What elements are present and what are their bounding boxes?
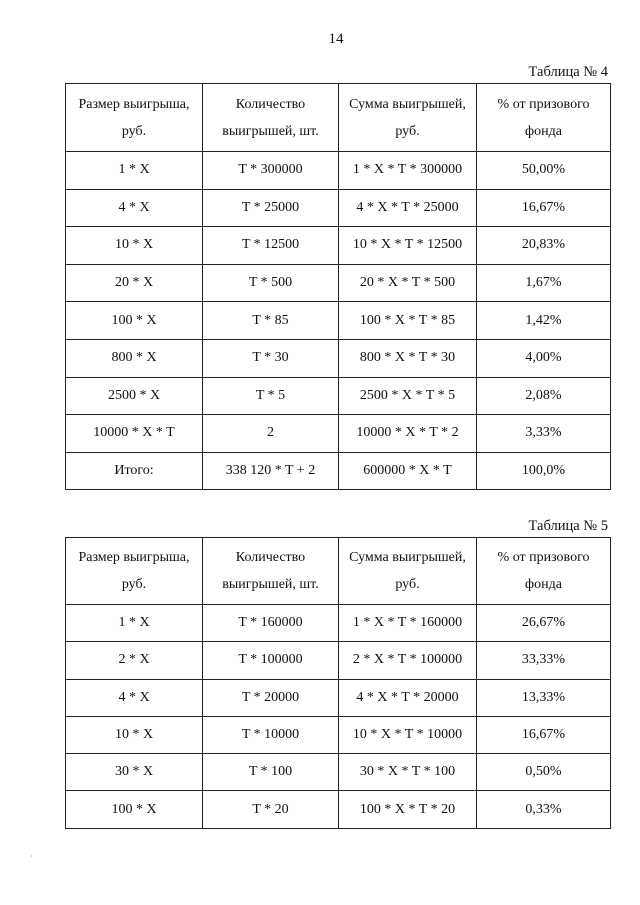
cell-fund-percent: 50,00% bbox=[477, 152, 611, 190]
cell-prize-count: T * 10000 bbox=[203, 716, 339, 753]
cell-prize-sum: 10 * X * T * 12500 bbox=[339, 227, 477, 265]
table-row bbox=[66, 791, 611, 828]
table-header-row bbox=[66, 84, 611, 152]
cell-prize-count: T * 160000 bbox=[203, 605, 339, 642]
cell-prize-sum: 30 * X * T * 100 bbox=[339, 754, 477, 791]
cell-prize-count: T * 85 bbox=[203, 302, 339, 340]
cell-prize-count: T * 12500 bbox=[203, 227, 339, 265]
cell-prize-size: 2 * X bbox=[66, 642, 203, 679]
column-header-prize-count bbox=[203, 84, 339, 152]
table-row bbox=[66, 377, 611, 415]
column-header-prize-sum bbox=[339, 84, 477, 152]
table-5-caption: Таблица № 5 bbox=[528, 518, 608, 534]
table-row bbox=[66, 189, 611, 227]
column-header-line: руб. bbox=[121, 577, 147, 592]
table-4-caption: Таблица № 4 bbox=[528, 64, 608, 80]
table-row bbox=[66, 452, 611, 490]
cell-prize-sum: 2500 * X * T * 5 bbox=[339, 377, 477, 415]
cell-prize-count: T * 5 bbox=[203, 377, 339, 415]
cell-prize-sum: 4 * X * T * 20000 bbox=[339, 679, 477, 716]
cell-prize-sum: 100 * X * T * 20 bbox=[339, 791, 477, 828]
prize-table-5 bbox=[65, 537, 611, 829]
cell-prize-count: T * 100 bbox=[203, 754, 339, 791]
cell-prize-size: 100 * X bbox=[66, 791, 203, 828]
cell-prize-size: 10 * X bbox=[66, 227, 203, 265]
cell-prize-count: T * 20 bbox=[203, 791, 339, 828]
table-row bbox=[66, 264, 611, 302]
column-header-prize-count bbox=[203, 538, 339, 605]
cell-prize-count: T * 30 bbox=[203, 339, 339, 377]
cell-prize-sum: 10 * X * T * 10000 bbox=[339, 716, 477, 753]
cell-fund-percent: 16,67% bbox=[477, 716, 611, 753]
column-header-line: фонда bbox=[525, 123, 562, 139]
column-header-line: руб. bbox=[395, 577, 420, 592]
column-header-line: Количество bbox=[235, 96, 306, 112]
cell-prize-count: 338 120 * T + 2 bbox=[203, 452, 339, 490]
cell-prize-sum: 600000 * X * T bbox=[339, 452, 477, 490]
cell-fund-percent: 1,42% bbox=[477, 302, 611, 340]
cell-fund-percent: 20,83% bbox=[477, 227, 611, 265]
cell-prize-size: 800 * X bbox=[66, 339, 203, 377]
cell-prize-size: 20 * X bbox=[66, 264, 203, 302]
scan-artifact-mark: ʾ bbox=[30, 854, 33, 864]
column-header-line: Размер выигрыша, bbox=[78, 96, 190, 112]
cell-prize-count: T * 500 bbox=[203, 264, 339, 302]
cell-fund-percent: 13,33% bbox=[477, 679, 611, 716]
table-row bbox=[66, 339, 611, 377]
cell-fund-percent: 0,50% bbox=[477, 754, 611, 791]
cell-prize-sum: 20 * X * T * 500 bbox=[339, 264, 477, 302]
cell-fund-percent: 16,67% bbox=[477, 189, 611, 227]
cell-fund-percent: 2,08% bbox=[477, 377, 611, 415]
cell-fund-percent: 0,33% bbox=[477, 791, 611, 828]
cell-prize-size: Итого: bbox=[66, 452, 203, 490]
table-row bbox=[66, 302, 611, 340]
cell-prize-size: 4 * X bbox=[66, 189, 203, 227]
column-header-line: Размер выигрыша, bbox=[78, 550, 190, 565]
cell-prize-size: 10000 * X * T bbox=[66, 415, 203, 453]
column-header-line: фонда bbox=[525, 577, 562, 592]
column-header-fund-percent bbox=[477, 538, 611, 605]
prize-table-4 bbox=[65, 83, 611, 490]
cell-fund-percent: 1,67% bbox=[477, 264, 611, 302]
cell-prize-sum: 800 * X * T * 30 bbox=[339, 339, 477, 377]
cell-fund-percent: 33,33% bbox=[477, 642, 611, 679]
cell-prize-size: 1 * X bbox=[66, 152, 203, 190]
column-header-fund-percent bbox=[477, 84, 611, 152]
cell-prize-size: 30 * X bbox=[66, 754, 203, 791]
cell-prize-count: T * 100000 bbox=[203, 642, 339, 679]
column-header-line: Количество bbox=[235, 550, 306, 565]
cell-fund-percent: 26,67% bbox=[477, 605, 611, 642]
cell-fund-percent: 4,00% bbox=[477, 339, 611, 377]
cell-prize-sum: 10000 * X * T * 2 bbox=[339, 415, 477, 453]
column-header-line: % от призового bbox=[497, 550, 590, 565]
cell-prize-size: 10 * X bbox=[66, 716, 203, 753]
cell-prize-count: 2 bbox=[203, 415, 339, 453]
column-header-line: руб. bbox=[121, 123, 147, 139]
cell-prize-size: 1 * X bbox=[66, 605, 203, 642]
table-row bbox=[66, 415, 611, 453]
cell-prize-size: 4 * X bbox=[66, 679, 203, 716]
page-number: 14 bbox=[328, 31, 344, 47]
cell-prize-sum: 100 * X * T * 85 bbox=[339, 302, 477, 340]
cell-prize-size: 2500 * X bbox=[66, 377, 203, 415]
column-header-line: Сумма выигрышей, bbox=[349, 96, 466, 112]
column-header-line: % от призового bbox=[497, 96, 590, 112]
table-header-row bbox=[66, 538, 611, 605]
table-row bbox=[66, 716, 611, 753]
column-header-line: выигрышей, шт. bbox=[222, 123, 319, 139]
table-row bbox=[66, 679, 611, 716]
table-row bbox=[66, 227, 611, 265]
table-row bbox=[66, 642, 611, 679]
cell-prize-count: T * 300000 bbox=[203, 152, 339, 190]
cell-fund-percent: 100,0% bbox=[477, 452, 611, 490]
column-header-line: Сумма выигрышей, bbox=[349, 550, 466, 565]
column-header-line: руб. bbox=[395, 123, 420, 139]
column-header-prize-sum bbox=[339, 538, 477, 605]
cell-prize-count: T * 20000 bbox=[203, 679, 339, 716]
cell-fund-percent: 3,33% bbox=[477, 415, 611, 453]
table-row bbox=[66, 605, 611, 642]
cell-prize-sum: 2 * X * T * 100000 bbox=[339, 642, 477, 679]
column-header-prize-size bbox=[66, 538, 203, 605]
table-row bbox=[66, 754, 611, 791]
column-header-line: выигрышей, шт. bbox=[222, 577, 319, 592]
cell-prize-sum: 4 * X * T * 25000 bbox=[339, 189, 477, 227]
table-row bbox=[66, 152, 611, 190]
cell-prize-count: T * 25000 bbox=[203, 189, 339, 227]
cell-prize-sum: 1 * X * T * 160000 bbox=[339, 605, 477, 642]
column-header-prize-size bbox=[66, 84, 203, 152]
cell-prize-size: 100 * X bbox=[66, 302, 203, 340]
cell-prize-sum: 1 * X * T * 300000 bbox=[339, 152, 477, 190]
